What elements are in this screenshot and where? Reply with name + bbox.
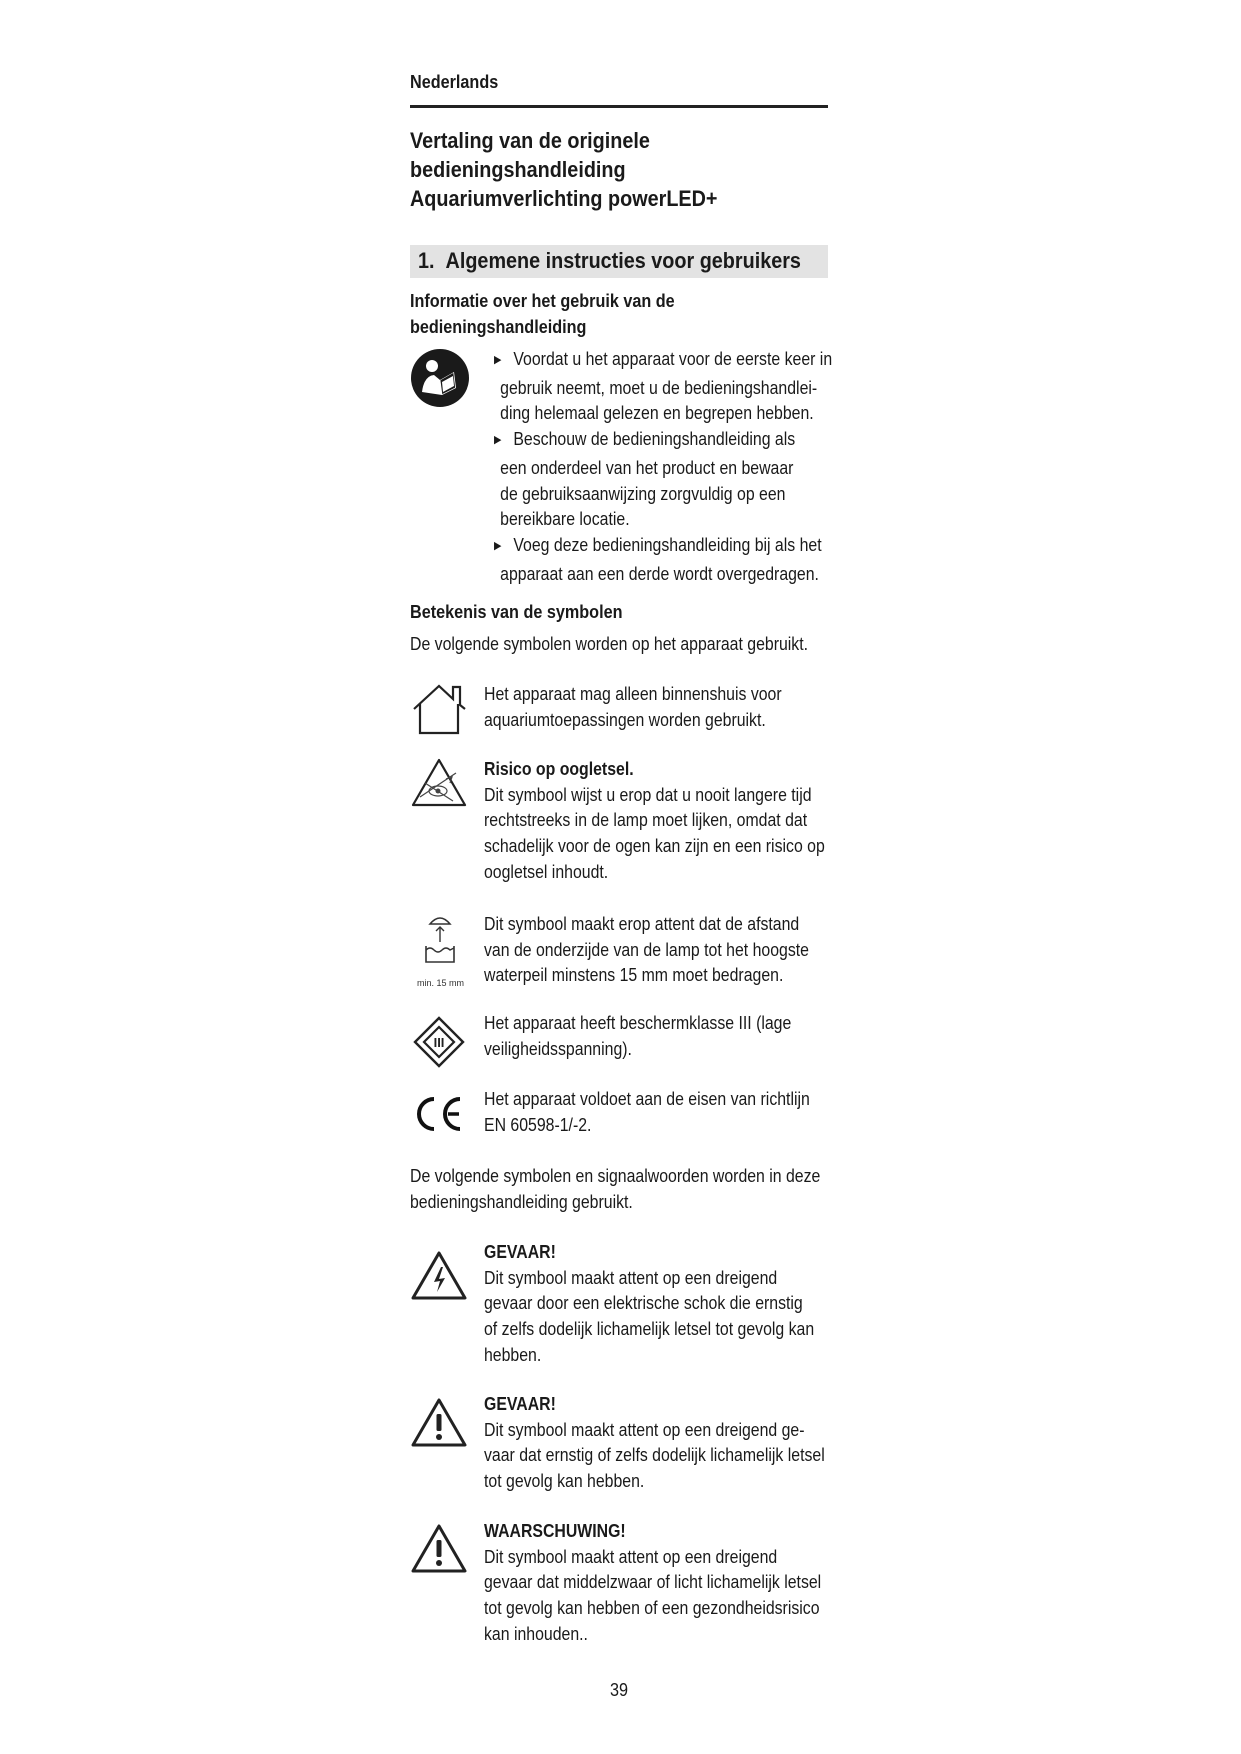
bullet-text: Voordat u het apparaat voor de eerste keer in	[513, 349, 833, 369]
description-line: Het apparaat heeft beschermklasse III (lage	[484, 1013, 792, 1033]
symbol-description	[484, 1087, 810, 1138]
description-line: vaar dat ernstig of zelfs dodelijk lichamelijk letsel	[484, 1445, 825, 1466]
exclamation-warning-icon	[410, 1397, 468, 1454]
language-header: Nederlands	[410, 72, 499, 92]
header-rule	[410, 105, 828, 108]
intro-line: bedieningshandleiding gebruikt.	[410, 1192, 633, 1212]
bullet-text: apparaat aan een derde wordt overgedragen.	[500, 563, 819, 584]
bullet-text: Beschouw de bedieningshandleiding als	[513, 429, 796, 450]
description-line: aquariumtoepassingen worden gebruikt.	[484, 709, 766, 730]
description-line: Dit symbool maakt erop attent dat de afstand	[484, 914, 800, 934]
bullet-text: een onderdeel van het product en bewaar	[500, 457, 794, 478]
signal-description	[484, 1240, 814, 1369]
description-line: Dit symbool maakt attent op een dreigend	[484, 1267, 778, 1288]
description-line: oogletsel inhoudt.	[484, 861, 609, 882]
min-distance-icon	[420, 912, 460, 973]
description-line: waterpeil minstens 15 mm moet bedragen.	[484, 965, 784, 986]
bullet-marker-icon: ▶	[494, 434, 502, 447]
bullet-text: ding helemaal gelezen en begrepen hebben.	[500, 403, 814, 424]
description-line: gevaar dat middelzwaar of licht lichamelijk letsel	[484, 1572, 822, 1593]
bullet-item	[494, 347, 832, 427]
description-line: van de onderzijde van de lamp tot het hoogste	[484, 939, 809, 960]
symbols-intro: De volgende symbolen worden op het apparaat gebruikt.	[410, 634, 809, 654]
page-number: 39	[609, 1680, 629, 1700]
heading-line: Informatie over het gebruik van de	[410, 291, 675, 311]
symbol-description	[484, 1011, 791, 1062]
symbol-description	[484, 682, 782, 733]
section-heading-text	[418, 248, 801, 274]
bullet-item	[494, 533, 832, 587]
manual-info-bullets	[494, 347, 832, 587]
description-line: veiligheidsspanning).	[484, 1038, 632, 1059]
eye-risk-icon	[410, 757, 468, 816]
symbols-heading: Betekenis van de symbolen	[410, 602, 623, 622]
description-line: rechtstreeks in de lamp moet lijken, omdat dat	[484, 810, 808, 831]
signal-word: WAARSCHUWING!	[484, 1521, 626, 1541]
description-line: kan inhouden..	[484, 1623, 588, 1644]
description-line: schadelijk voor de ogen kan zijn en een risico op	[484, 836, 825, 857]
description-line: tot gevolg kan hebben of een gezondheidsrisico	[484, 1598, 820, 1619]
title-line: bedieningshandleiding	[410, 157, 626, 182]
title-line: Vertaling van de originele	[410, 128, 650, 153]
description-line: hebben.	[484, 1344, 542, 1365]
manual-info-heading	[410, 288, 675, 340]
bullet-text: Voeg deze bedieningshandleiding bij als het	[513, 534, 822, 555]
section-heading	[410, 245, 828, 278]
symbol-description	[484, 912, 809, 989]
section-title: Algemene instructies voor gebruikers	[445, 248, 801, 273]
bullet-text: gebruik neemt, moet u de bedieningshandlei-	[500, 377, 818, 398]
signal-description	[484, 1392, 825, 1495]
electric-shock-warning-icon	[410, 1250, 468, 1307]
exclamation-warning-icon	[410, 1523, 468, 1580]
intro-line: De volgende symbolen en signaalwoorden worden in deze	[410, 1166, 821, 1186]
description-line: tot gevolg kan hebben.	[484, 1471, 645, 1492]
description-line: Het apparaat voldoet aan de eisen van richtlijn	[484, 1089, 810, 1109]
protection-class-iii-icon	[413, 1016, 465, 1073]
bullet-marker-icon: ▶	[494, 539, 502, 552]
ce-mark-icon	[412, 1094, 466, 1139]
title-line: Aquariumverlichting powerLED+	[410, 186, 718, 211]
description-line: gevaar door een elektrische schok die ernstig	[484, 1293, 803, 1314]
min-distance-label: min. 15 mm	[417, 978, 465, 988]
heading-line: bedieningshandleiding	[410, 317, 587, 337]
signal-description	[484, 1519, 821, 1648]
house-icon	[410, 682, 468, 741]
document-title	[410, 126, 797, 213]
read-manual-icon	[410, 348, 470, 413]
bullet-marker-icon: ▶	[494, 354, 502, 366]
manual-symbols-intro	[410, 1163, 820, 1215]
description-line: EN 60598-1/-2.	[484, 1114, 592, 1135]
description-line: Dit symbool maakt attent op een dreigend	[484, 1546, 778, 1567]
description-line: Dit symbool wijst u erop dat u nooit langere tijd	[484, 784, 812, 805]
description-line: of zelfs dodelijk lichamelijk letsel tot gevolg kan	[484, 1319, 815, 1340]
description-line: Het apparaat mag alleen binnenshuis voor	[484, 684, 782, 704]
section-number: 1.	[418, 248, 435, 273]
bullet-item	[494, 427, 832, 533]
description-bold: Risico op oogletsel.	[484, 759, 634, 779]
bullet-text: de gebruiksaanwijzing zorgvuldig op een	[500, 483, 786, 504]
bullet-text: bereikbare locatie.	[500, 509, 630, 530]
svg-text:III: III	[433, 1035, 445, 1050]
signal-word: GEVAAR!	[484, 1394, 556, 1414]
symbol-description	[484, 757, 825, 886]
signal-word: GEVAAR!	[484, 1242, 556, 1262]
description-line: Dit symbool maakt attent op een dreigend ge-	[484, 1419, 805, 1440]
